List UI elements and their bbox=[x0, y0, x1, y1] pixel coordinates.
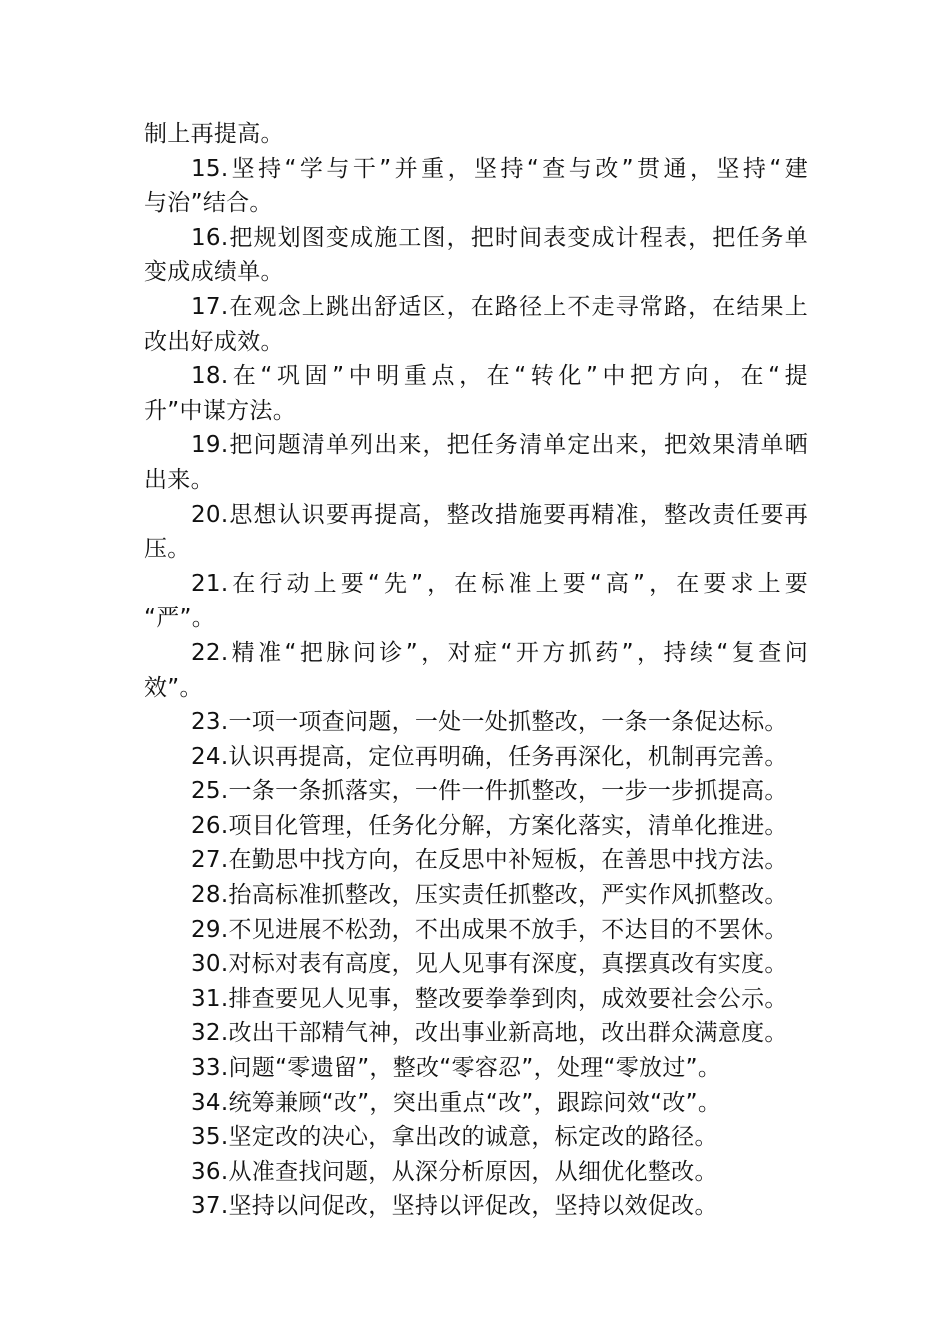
text-line: 33.问题“零遗留”，整改“零容忍”，处理“零放过”。 bbox=[191, 1055, 722, 1082]
text-line: 28.抬高标准抓整改，压实责任抓整改，严实作风抓整改。 bbox=[191, 882, 788, 909]
document-page bbox=[144, 117, 808, 1224]
text-line: 压。 bbox=[144, 536, 191, 563]
text-line: 29.不见进展不松劲，不出成果不放手，不达目的不罢休。 bbox=[191, 916, 788, 943]
text-line: 升”中谋方法。 bbox=[144, 397, 297, 424]
text-line: 35.坚定改的决心，拿出改的诚意，标定改的路径。 bbox=[191, 1124, 718, 1151]
text-line: 18.在“巩固”中明重点，在“转化”中把方向，在“提 bbox=[191, 363, 808, 390]
text-line: 34.统筹兼顾“改”，突出重点“改”，跟踪问效“改”。 bbox=[191, 1089, 722, 1116]
text-line: 与治”结合。 bbox=[144, 190, 273, 217]
text-line: 16.把规划图变成施工图，把时间表变成计程表，把任务单 bbox=[191, 224, 808, 251]
text-line: 改出好成效。 bbox=[144, 328, 284, 355]
text-line: 20.思想认识要再提高，整改措施要再精准，整改责任要再 bbox=[191, 501, 808, 528]
text-line: 15.坚持“学与干”并重，坚持“查与改”贯通，坚持“建 bbox=[191, 155, 808, 182]
text-line: 26.项目化管理，任务化分解，方案化落实，清单化推进。 bbox=[191, 812, 788, 839]
text-line: 30.对标对表有高度，见人见事有深度，真摆真改有实度。 bbox=[191, 951, 788, 978]
text-line: 变成成绩单。 bbox=[144, 259, 284, 286]
text-line: 27.在勤思中找方向，在反思中补短板，在善思中找方法。 bbox=[191, 847, 788, 874]
text-line: 36.从准查找问题，从深分析原因，从细优化整改。 bbox=[191, 1158, 718, 1185]
text-line: 19.把问题清单列出来，把任务清单定出来，把效果清单晒 bbox=[191, 432, 808, 459]
text-line: 24.认识再提高，定位再明确，任务再深化，机制再完善。 bbox=[191, 743, 788, 770]
text-line: 37.坚持以问促改，坚持以评促改，坚持以效促改。 bbox=[191, 1193, 718, 1220]
text-line: 17.在观念上跳出舒适区，在路径上不走寻常路，在结果上 bbox=[191, 293, 808, 320]
text-line: 22.精准“把脉问诊”，对症“开方抓药”，持续“复查问 bbox=[191, 639, 808, 666]
text-line: 效”。 bbox=[144, 674, 203, 701]
text-line: 制上再提高。 bbox=[144, 121, 284, 147]
text-line: 25.一条一条抓落实，一件一件抓整改，一步一步抓提高。 bbox=[191, 778, 788, 805]
text-line: 23.一项一项查问题，一处一处抓整改，一条一条促达标。 bbox=[191, 709, 788, 736]
text-line: 32.改出干部精气神，改出事业新高地，改出群众满意度。 bbox=[191, 1020, 788, 1047]
text-line: “严”。 bbox=[144, 605, 216, 632]
text-line: 21.在行动上要“先”，在标准上要“高”，在要求上要 bbox=[191, 570, 808, 597]
text-line: 31.排查要见人见事，整改要拳拳到肉，成效要社会公示。 bbox=[191, 985, 788, 1012]
text-line: 出来。 bbox=[144, 466, 214, 493]
